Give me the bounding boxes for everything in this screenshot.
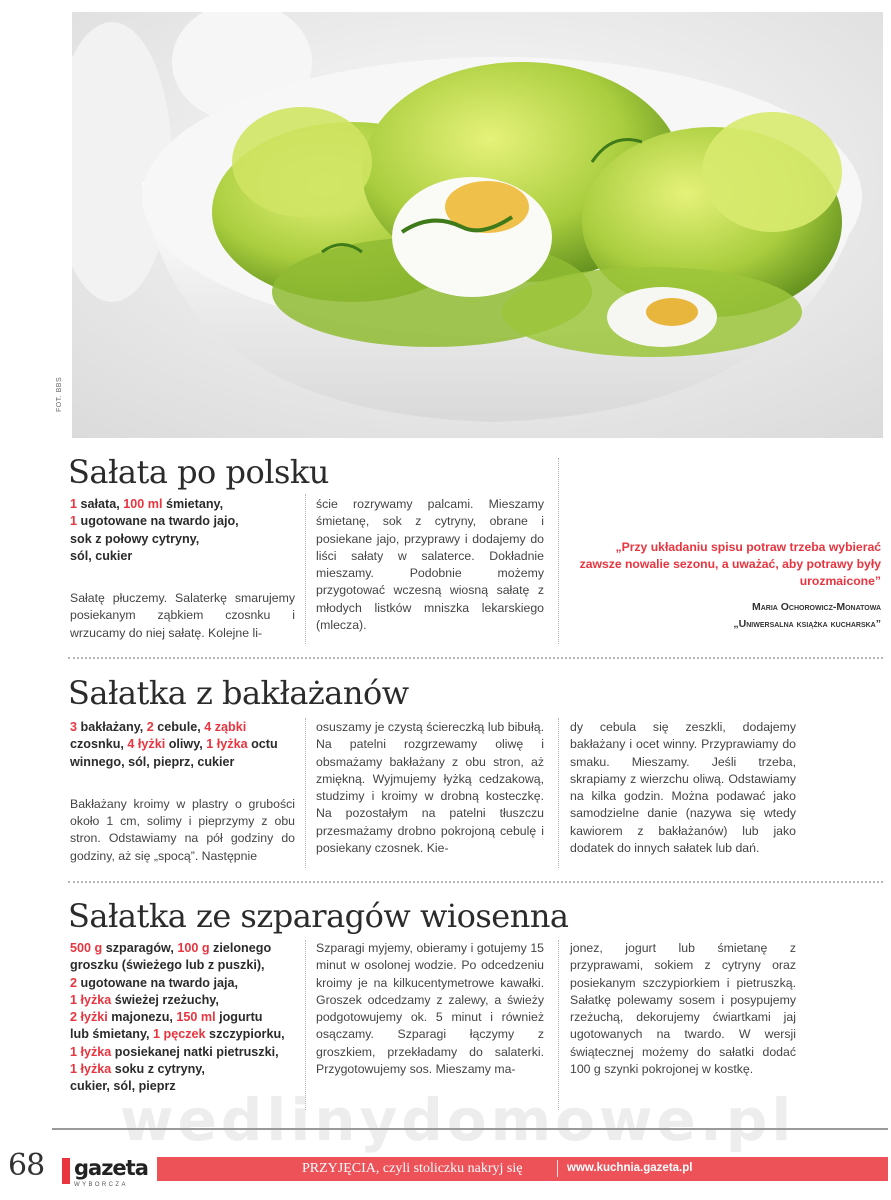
method-text: osuszamy je czystą ściereczką lub bibułą. Na patelni rozgrzewamy oliwę i obsmażamy bakłażany z obu stron, aż zmiękną. Wyjmujemy łyżką cedzakową, studzimy i kroimy w drobną kosteczkę. Na pozostałym na patelni tłuszczu przesmażamy drobno pokrojoną cebulę i posiekany czosnek. Kie- — [316, 720, 544, 856]
quote-text: „Przy układaniu spisu potraw trzeba wybierać zawsze nowalie sezonu, a uważać, aby potrawy były urozmaicone” — [579, 540, 881, 588]
method-text: Szparagi myjemy, obieramy i gotujemy 15 minut w osolonej wodzie. Po odcedzeniu kroimy je na kilkucentymetrowe kawałki. Groszek odcedzamy z zalewy, a świeży podgotowujemy ok. 5 minut i również osączamy. Szparagi łączymy z groszkiem, przekładamy do salaterki. Przygotowujemy sos. Mieszamy ma- — [316, 941, 544, 1077]
footer-band — [157, 1157, 888, 1181]
ingredient-quantity: 100 g — [177, 941, 210, 955]
ingredients-list — [70, 496, 295, 565]
ingredient-quantity: 4 ząbki — [204, 720, 247, 734]
ingredient-text: majonezu, — [107, 1010, 177, 1025]
ingredient-text: jogurtu — [215, 1010, 263, 1025]
recipe-salata-po-polsku — [68, 452, 883, 492]
ingredient-text: zielonego — [209, 941, 272, 955]
ingredient-quantity: 1 łyżka — [70, 1044, 112, 1059]
ingredient-text: soku z cytryny, — [111, 1062, 205, 1077]
recipe-3-column-1 — [70, 940, 310, 1096]
footer-tagline: PRZYJĘCIA, czyli stoliczku nakryj się — [302, 1161, 523, 1176]
method-text: Bakłażany kroimy w plastry o grubości około 1 cm, solimy i pieprzymy z obu stron. Odstawiamy na pół godziny do godziny, aż się „spocą”. Następnie — [70, 796, 295, 863]
logo-red-bar — [62, 1158, 70, 1184]
ingredient-text: czosnku, — [70, 737, 128, 752]
salad-bowl-illustration — [72, 12, 883, 438]
recipe-3-column-2 — [316, 940, 544, 1078]
recipe-2-column-1 — [70, 719, 295, 865]
ingredient-quantity: 4 łyżki — [127, 737, 166, 752]
ingredient-text: sól, cukier — [70, 548, 133, 563]
logo-word: gazeta — [74, 1156, 148, 1180]
ingredient-text: ugotowane na twardo jajo, — [77, 514, 239, 529]
page-number: 68 — [8, 1148, 45, 1183]
recipe-title: Sałatka z bakłażanów — [68, 674, 409, 712]
pull-quote — [577, 539, 881, 633]
recipe-1-column-1 — [70, 496, 295, 642]
method-text: jonez, jogurt lub śmietanę z przyprawami, sokiem z cytryny oraz posiekanym szczypiorkiem i pietruszką. Sałatkę polewamy sosem i posypujemy rzeżuchą, dekorujemy ćwiartkami jaj ugotowanych na twardo. W wersji świątecznej możemy do sałatki dodać 100 g szynki pokrojonej w kostkę. — [570, 941, 796, 1077]
ingredient-text: ugotowane na twardo jaja, — [77, 975, 238, 990]
column-divider — [305, 718, 306, 868]
recipe-title: Sałatka ze szparagów wiosenna — [68, 897, 569, 935]
ingredient-quantity: 500 g — [70, 941, 103, 955]
ingredient-quantity: 1 łyżka — [70, 992, 112, 1007]
column-divider — [558, 718, 559, 868]
ingredient-text: groszku (świeżego lub z puszki), — [70, 958, 265, 973]
salad-photo — [72, 12, 883, 438]
footer-separator — [557, 1160, 558, 1177]
ingredients-list — [70, 719, 295, 771]
method-text: dy cebula się zeszkli, dodajemy bakłażany i ocet winny. Przyprawiamy do smaku. Mieszamy. Jeśli trzeba, skrapiamy z wierzchu oliwą. Odstawiamy na kilka godzin. Można podawać jako samodzielne danie (nazywa się wtedy kawiorem z bakłażanów) lub jako dodatek do innych sałatek lub dań. — [570, 720, 796, 856]
ingredients-list — [70, 940, 310, 1096]
quote-author: Maria Ochorowicz-Monatowa — [751, 601, 881, 613]
column-divider — [305, 494, 306, 644]
ingredient-text: świeżej rzeżuchy, — [111, 992, 219, 1007]
recipe-2-column-2 — [316, 719, 544, 857]
recipe-2-column-3 — [570, 719, 796, 857]
ingredient-text: sok z połowy cytryny, — [70, 531, 200, 546]
ingredient-text: cebule, — [153, 720, 205, 734]
watermark: wedlinydomowe.pl — [120, 1086, 796, 1154]
ingredient-text: szczypiorku, — [205, 1027, 285, 1042]
ingredient-quantity: 2 — [146, 720, 154, 734]
ingredient-quantity: 1 pęczek — [153, 1027, 206, 1042]
section-divider — [68, 657, 883, 659]
ingredient-quantity: 2 — [70, 975, 78, 990]
method-text: ście rozrywamy palcami. Mieszamy śmietanę, sok z cytryny, obrane i posiekane jajo, przyprawy i dodajemy do liści sałaty w salaterce. Dokładnie mieszamy. Podobnie możemy przygotować wczesną wiosną sałatę z młodych listków mniszka lekarskiego (mlecza). — [316, 497, 544, 633]
recipe-salatka-z-baklazanow — [68, 673, 883, 713]
section-divider — [68, 881, 883, 883]
column-divider — [305, 940, 306, 1110]
ingredient-quantity: 100 ml — [123, 497, 163, 511]
ingredient-text: octu — [247, 737, 278, 752]
recipe-3-column-3 — [570, 940, 796, 1078]
ingredient-quantity: 1 łyżka — [206, 737, 248, 752]
ingredient-quantity: 3 — [70, 720, 78, 734]
ingredient-text: bakłażany, — [77, 720, 147, 734]
footer-rule — [52, 1128, 888, 1130]
ingredient-text: posiekanej natki pietruszki, — [111, 1044, 279, 1059]
ingredient-quantity: 1 — [70, 514, 78, 529]
ingredient-text: szparagów, — [102, 941, 178, 955]
gazeta-logo — [62, 1156, 152, 1192]
ingredient-text: śmietany, — [162, 497, 224, 511]
ingredient-text: oliwy, — [165, 737, 207, 752]
recipe-salatka-ze-szparagow — [68, 896, 883, 936]
recipe-title: Sałata po polsku — [68, 453, 329, 491]
ingredient-text: winnego, sól, pieprz, cukier — [70, 754, 235, 769]
photo-credit: FOT. BBS — [56, 376, 63, 412]
ingredient-quantity: 1 — [70, 497, 78, 511]
column-divider — [558, 458, 559, 644]
column-divider — [558, 940, 559, 1110]
method-text: Sałatę płuczemy. Salaterkę smarujemy posiekanym ząbkiem czosnku i wrzucamy do niej sałatę. Kolejne li- — [70, 591, 295, 640]
ingredient-quantity: 2 łyżki — [70, 1010, 108, 1025]
ingredient-text: sałata, — [77, 497, 124, 511]
footer-url-link[interactable]: www.kuchnia.gazeta.pl — [567, 1162, 693, 1174]
recipe-1-column-2 — [316, 496, 544, 634]
ingredient-text: lub śmietany, — [70, 1027, 154, 1042]
quote-source: „Uniwersalna książka kucharska” — [733, 618, 881, 630]
ingredient-quantity: 1 łyżka — [70, 1062, 112, 1077]
ingredient-text: cukier, sól, pieprz — [70, 1079, 176, 1094]
ingredient-quantity: 150 ml — [176, 1010, 216, 1025]
logo-subtitle: WYBORCZA — [74, 1182, 128, 1188]
